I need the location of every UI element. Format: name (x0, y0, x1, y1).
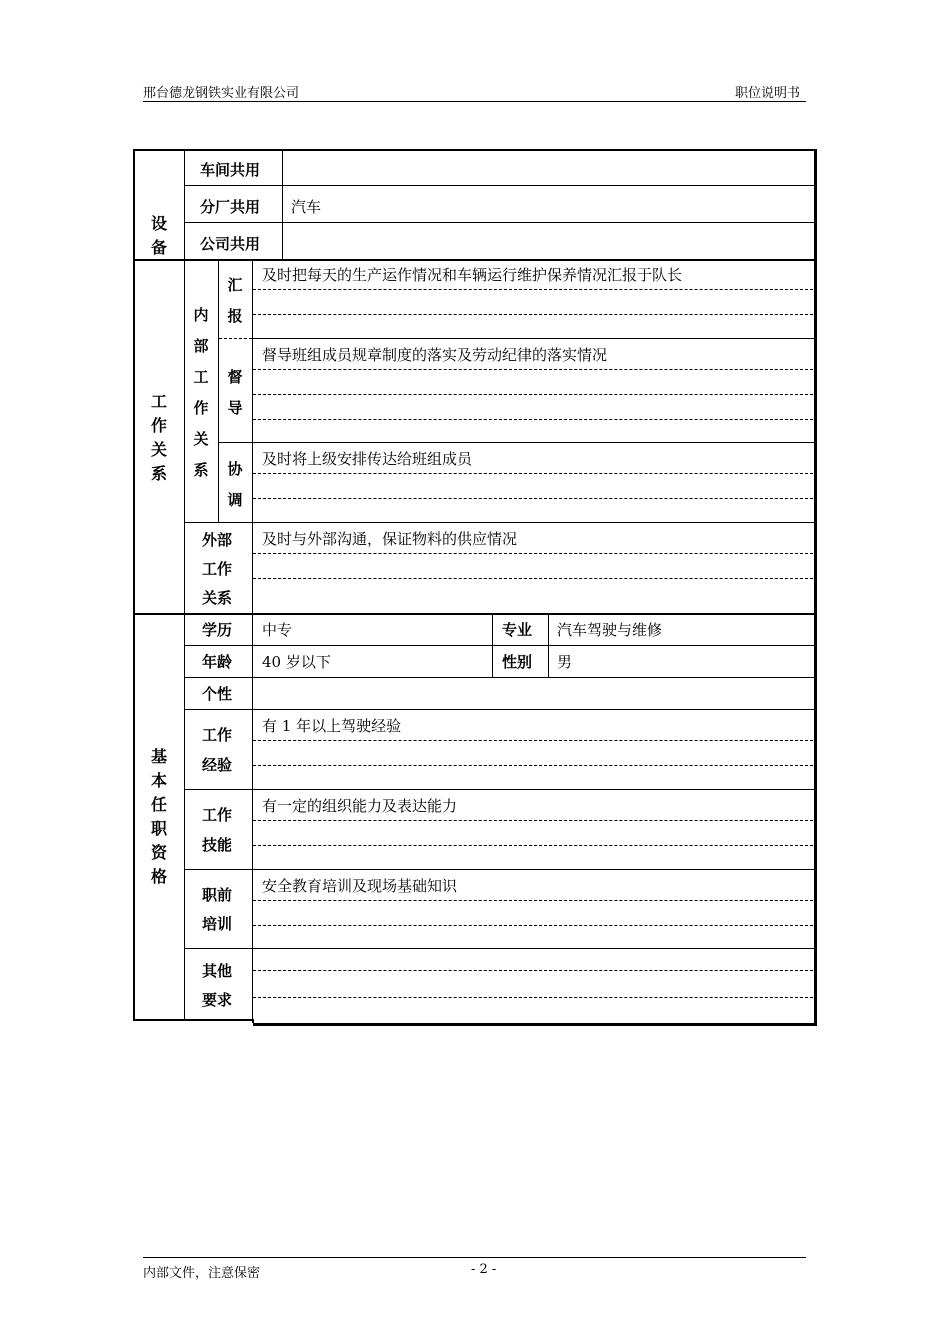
supervise-text: 督导班组成员规章制度的落实及劳动纪律的落实情况 (262, 346, 608, 364)
other-label-line2: 要求 (202, 991, 233, 1009)
experience-text: 有 1 年以上驾驶经验 (262, 717, 402, 735)
supervise-label: 督导 (227, 368, 243, 417)
experience-label-line2: 经验 (202, 756, 233, 774)
gender-label: 性别 (502, 653, 533, 671)
major-label: 专业 (502, 621, 533, 639)
external-text: 及时与外部沟通，保证物料的供应情况 (262, 530, 518, 548)
header-rule (143, 101, 806, 102)
gender-value: 男 (557, 653, 573, 671)
skills-label-line2: 技能 (202, 836, 233, 854)
document-title: 职位说明书 (735, 86, 801, 101)
internal-relations-label: 内部工作关系 (193, 306, 209, 479)
training-text: 安全教育培训及现场基础知识 (262, 877, 458, 895)
page-number: - 2 - (471, 1262, 497, 1277)
work-relations-section-label: 工作关系 (150, 392, 167, 483)
external-label-line2: 工作 (202, 560, 233, 578)
age-value: 40 岁以下 (262, 653, 331, 671)
report-label: 汇报 (227, 276, 243, 325)
other-label-line1: 其他 (202, 962, 233, 980)
external-label-line1: 外部 (202, 531, 233, 549)
equipment-branch-label: 分厂共用 (200, 198, 261, 216)
skills-text: 有一定的组织能力及表达能力 (262, 797, 458, 815)
equipment-company-label: 公司共用 (200, 235, 261, 253)
footer-rule (143, 1257, 806, 1258)
equipment-section-label: 设备 (150, 214, 167, 257)
training-label-line2: 培训 (202, 915, 233, 933)
major-value: 汽车驾驶与维修 (557, 621, 663, 639)
external-label-line3: 关系 (202, 589, 233, 607)
company-name: 邢台德龙钢铁实业有限公司 (143, 86, 300, 101)
training-label-line1: 职前 (202, 886, 233, 904)
equipment-workshop-label: 车间共用 (200, 161, 261, 179)
education-label: 学历 (202, 621, 233, 639)
skills-label-line1: 工作 (202, 806, 233, 824)
equipment-branch-value: 汽车 (291, 198, 322, 216)
qualifications-section-label: 基本任职资格 (150, 747, 167, 886)
age-label: 年龄 (202, 653, 233, 671)
footer-note: 内部文件，注意保密 (143, 1266, 261, 1281)
report-text: 及时把每天的生产运作情况和车辆运行维护保养情况汇报于队长 (262, 266, 683, 284)
education-value: 中专 (262, 621, 293, 639)
experience-label-line1: 工作 (202, 726, 233, 744)
coordinate-label: 协调 (227, 460, 243, 509)
coordinate-text: 及时将上级安排传达给班组成员 (262, 450, 473, 468)
personality-label: 个性 (202, 685, 233, 703)
